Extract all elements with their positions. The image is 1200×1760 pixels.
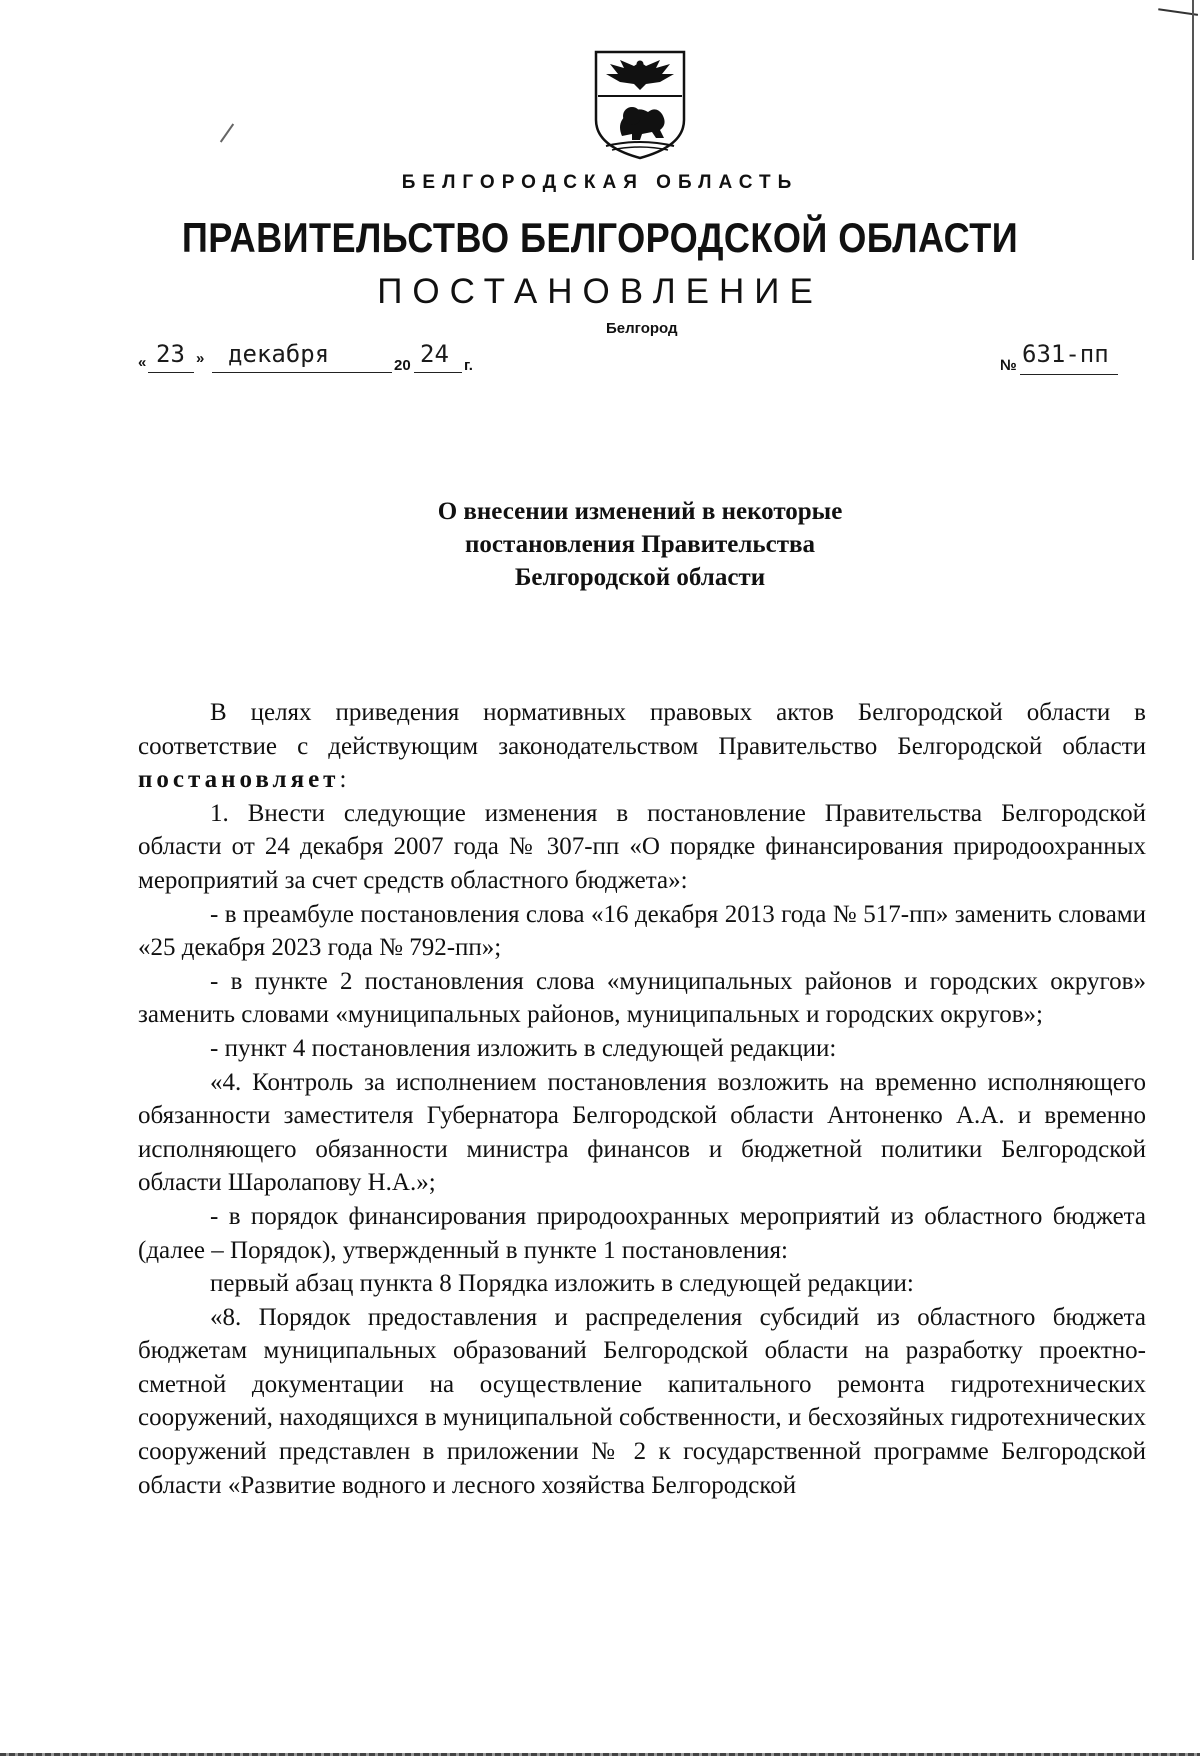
title-line: О внесении изменений в некоторые	[437, 498, 843, 525]
intro-text: В целях приведения нормативных правовых актов Белгородской области в соответствие с действующим законодательством Правительство Белгородской области	[138, 699, 1146, 760]
document-body	[138, 696, 1146, 1502]
date-year-suffix: г.	[464, 357, 473, 374]
date-month: декабря	[228, 340, 330, 368]
body-paragraph: 1. Внести следующие изменения в постановление Правительства Белгородской области от 24 декабря 2007 года № 307-пп «О порядке финансирования природоохранных мероприятий за счет средств областного бюджета»:	[138, 799, 1146, 894]
body-paragraph: «4. Контроль за исполнением постановления возложить на временно исполняющего обязанности заместителя Губернатора Белгородской области Антоненко А.А. и временно исполняющего обязанности министра финансов и бюджетной политики Белгородской области Шаролапову Н.А.»;	[138, 1068, 1146, 1197]
city-label: Белгород	[606, 320, 678, 337]
body-paragraph: - пункт 4 постановления изложить в следующей редакции:	[210, 1034, 837, 1062]
number-prefix: №	[1000, 357, 1017, 374]
date-day: 23	[156, 340, 185, 368]
scan-edge-mark	[0, 1753, 1200, 1756]
title-line: Белгородской области	[514, 564, 766, 591]
date-year: 24	[420, 340, 449, 368]
body-paragraph: - в пункте 2 постановления слова «муниципальных районов и городских округов» заменить словами «муниципальных районов, муниципальных и городских округов»;	[138, 967, 1146, 1029]
pen-mark	[220, 123, 234, 142]
intro-emphasis: постановляет	[138, 766, 340, 794]
region-heading: БЕЛГОРОДСКАЯ ОБЛАСТЬ	[401, 172, 799, 193]
government-heading: ПРАВИТЕЛЬСТВО БЕЛГОРОДСКОЙ ОБЛАСТИ	[181, 214, 1019, 261]
date-close-quote: »	[196, 350, 205, 367]
body-paragraph: - в преамбуле постановления слова «16 декабря 2013 года № 517-пп» заменить словами «25 декабря 2023 года № 792-пп»;	[138, 900, 1146, 962]
date-open-quote: «	[138, 354, 147, 371]
intro-end: :	[339, 766, 347, 794]
coat-of-arms-icon	[592, 50, 688, 160]
scan-edge-mark	[1192, 0, 1194, 260]
title-line: постановления Правительства	[465, 531, 815, 558]
body-paragraph: первый абзац пункта 8 Порядка изложить в следующей редакции:	[210, 1270, 914, 1298]
body-paragraph: - в порядок финансирования природоохранных мероприятий из областного бюджета (далее – Порядок), утвержденный в пункте 1 постановления:	[138, 1202, 1146, 1264]
date-number-line	[138, 340, 1118, 380]
date-century: 20	[394, 357, 411, 374]
decree-type-heading: ПОСТАНОВЛЕНИЕ	[377, 272, 823, 311]
body-paragraph: «8. Порядок предоставления и распределения субсидий из областного бюджета бюджетам муниципальных образований Белгородской области на разработку проектно-сметной документации на осуществление капитального ремонта гидротехнических сооружений, находящихся в муниципальной собственности, и бесхозяйных гидротехнических сооружений представлен в приложении № 2 к государственной программе Белгородской области «Развитие водного и лесного хозяйства Белгородской	[138, 1303, 1146, 1499]
body-paragraph	[138, 696, 1146, 797]
document-title	[300, 495, 980, 594]
decree-number: 631-пп	[1022, 340, 1109, 368]
